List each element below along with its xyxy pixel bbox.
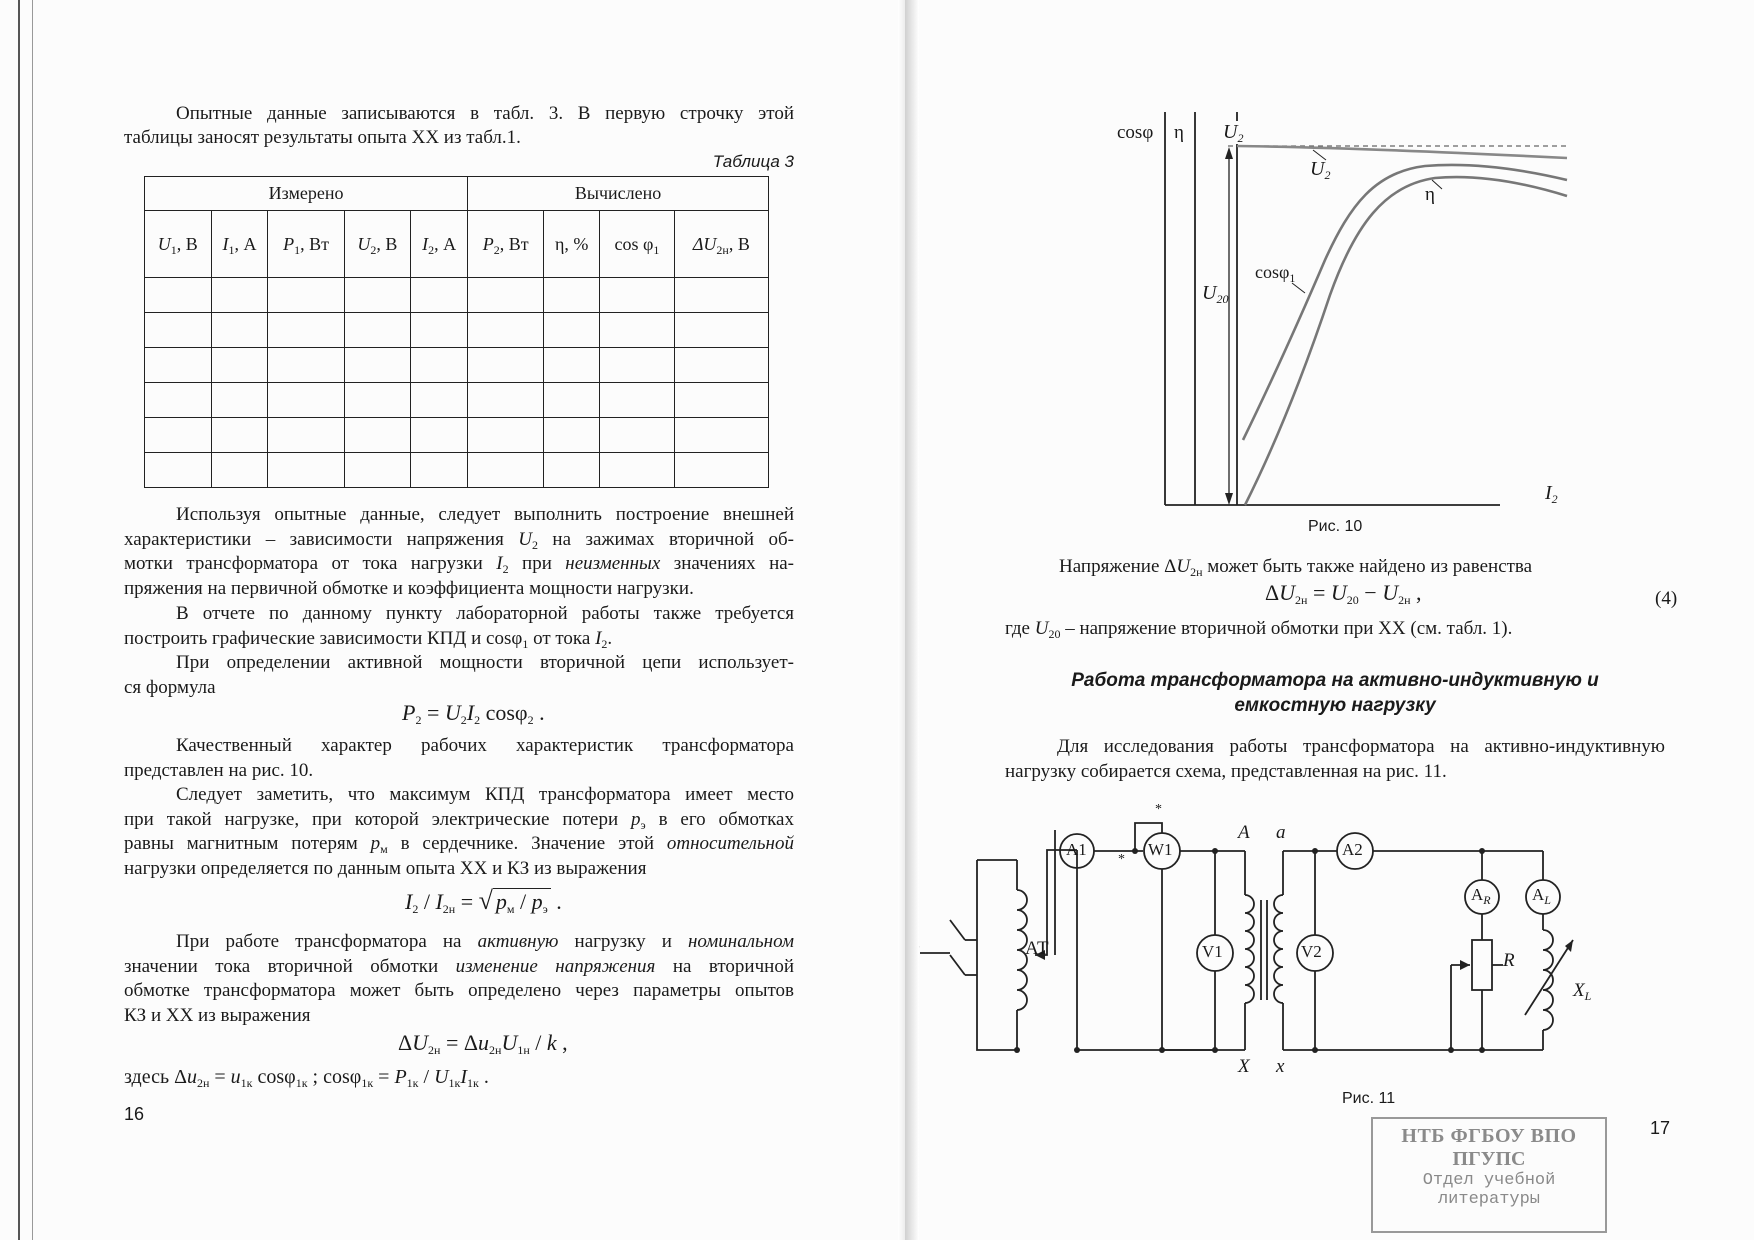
p7-line-2: значении тока вторичной обмотки изменение напряжения на вторичной [124,955,794,977]
label-ar: $A_R$ [1471,885,1491,907]
label-eta-curve: η [1425,184,1435,205]
table-cell [468,313,544,348]
p5-line-1: Качественный характер рабочих характеристик трансформатора [176,735,794,756]
table-cell [468,348,544,383]
label-v1: V1 [1202,942,1223,961]
column-header: $P_2$, Вт [468,210,544,278]
table-cell [211,418,268,453]
table-cell [600,348,675,383]
intro-line-2: таблицы заносят результаты опыта ХХ из табл.1. [124,127,521,148]
column-header: $\cos \varphi_1$ [600,210,675,278]
eta-curve [1245,177,1567,505]
label-v2: V2 [1301,942,1322,961]
paragraph-voltage: Напряжение $\Delta U_{2н}$ может быть также найдено из равенства [1059,556,1533,579]
table-cell [674,313,768,348]
table-cell [211,453,268,488]
switch-blade-2 [950,955,965,975]
table-cell [145,348,212,383]
paragraph-quality [124,734,794,783]
junction-dot [1074,1047,1080,1053]
p2-line-3: мотки трансформатора от тока нагрузки $I_2$ при неизменных значениях на- [124,553,794,576]
p3-line-2: построить графические зависимости КПД и cosφ$_1$ от тока $I_2$. [124,627,613,651]
p5-line-2: представлен на рис. 10. [124,759,314,781]
p7-line-4: КЗ и ХХ из выражения [124,1004,311,1026]
stamp-line-4: литературы [1437,1190,1541,1209]
column-header: $U_1$, В [145,210,212,278]
table-cell [674,348,768,383]
p6-line-1: Следует заметить, что максимум КПД трансформатора имеет место [176,784,794,805]
junction-dot [1212,848,1218,854]
column-header: $I_1$, А [211,210,268,278]
paragraph-max-efficiency [124,783,794,881]
junction-dot [1159,1047,1165,1053]
label-terminal-a: a [1276,822,1286,843]
label-al: $A_L$ [1532,885,1551,907]
table-cell [411,313,468,348]
tr-primary-winding [1245,895,1254,1003]
table-cell [411,453,468,488]
p-scheme-line-1: Для исследования работы трансформатора на активно-индуктивную [1057,736,1665,757]
p2-line-2: характеристики – зависимости напряжения $U_2$ на зажимах вторичной об- [124,528,794,552]
table-body [145,278,769,488]
page-edge [18,0,33,1240]
table-row [145,383,769,418]
p6-line-2: при такой нагрузке, при которой электрические потери $p_э$ в его обмотках [124,808,794,832]
junction-dot [1312,848,1318,854]
junction-dot [1479,848,1485,854]
spine-shadow-right [905,0,919,1240]
table-cell [211,278,268,313]
junction-dot [1014,1047,1020,1053]
table-row [145,418,769,453]
table-row [145,313,769,348]
table-cell [600,418,675,453]
paragraph-scheme [1005,735,1665,784]
table-cell [600,278,675,313]
page-number-left: 16 [124,1104,145,1124]
table-cell [411,348,468,383]
paragraph-external-characteristic [124,503,794,601]
table-cell [600,453,675,488]
table-cell [544,348,600,383]
label-eta-axis: η [1174,122,1184,143]
table-caption: Таблица 3 [712,152,794,171]
table-cell [268,383,344,418]
figure-10-caption: Рис. 10 [1308,518,1363,535]
section-heading-line-2: емкостную нагрузку [1234,695,1436,716]
label-a1: A1 [1066,840,1087,859]
table-cell [600,383,675,418]
table-cell [145,383,212,418]
paragraph-active-load [124,930,794,1028]
label-cosphi-curve: cosφ$_1$ [1255,262,1296,285]
column-header: $U_2$, В [344,210,411,278]
stamp-line-2: ПГУПС [1452,1148,1526,1170]
stamp-line-1: НТБ ФГБОУ ВПО [1401,1125,1577,1147]
section-heading-line-1: Работа трансформатора на активно-индуктивную и [1071,670,1599,691]
table-3 [144,176,769,488]
table-cell [544,278,600,313]
table-cell [268,278,344,313]
table-cell [411,278,468,313]
label-u2-axis: $U_2$ [1223,121,1244,145]
junction-dot [1448,1047,1454,1053]
formula-p2: $P_2 = U_2I_2$ cosφ$_2$ . [402,700,545,727]
paragraph-where-u20: где $U_{20}$ – напряжение вторичной обмотки при ХХ (см. табл. 1). [1005,618,1513,641]
label-terminal-x: x [1276,1056,1285,1077]
paragraph-active-power [124,651,794,700]
p3-line-1: В отчете по данному пункту лабораторной работы также требуется [176,603,794,624]
table-row [145,278,769,313]
table-cell [411,383,468,418]
line-here: здесь $\Delta u_{2н} = u_{1к}$ cosφ$_{1к}$ ; $\cos\varphi_{1к} = P_{1к} / U_{1к}I_{1к}$ . [124,1066,489,1090]
formula-4: $\Delta U_{2н} = U_{20} - U_{2н}$ , [1265,580,1422,607]
table-cell [145,418,212,453]
p2-line-1: Используя опытные данные, следует выполнить построение внешней [176,504,794,525]
label-inductor: $X_L$ [1573,980,1592,1003]
p7-line-3: обмотке трансформатора может быть определено через параметры опытов [124,980,794,1001]
label-u20: $U_{20}$ [1202,282,1229,306]
stamp-line-3: Отдел учебной [1422,1171,1556,1190]
formula-delta-u: $\Delta U_{2н} = \Delta u_{2н}U_{1н} / k$ , [398,1030,568,1057]
switch-blade-1 [950,920,965,940]
u20-arrow-head-top [1225,147,1233,159]
junction-dot [1132,848,1138,854]
resistor-arrow-head [1460,960,1470,970]
u2-curve [1237,146,1567,158]
table-cell [468,278,544,313]
table-cell [344,278,411,313]
p2-line-4: пряжения на первичной обмотке и коэффициента мощности нагрузки. [124,577,694,599]
u20-arrow-head-bottom [1225,493,1233,505]
label-terminal-A: A [1238,822,1250,843]
table-row [145,348,769,383]
table-cell [674,453,768,488]
table-cell [674,418,768,453]
table-cell [468,418,544,453]
table-cell [544,453,600,488]
figure-11-caption: Рис. 11 [1342,1090,1396,1107]
label-star-left: * [1118,852,1125,867]
label-autotransformer: АТ [1025,938,1049,959]
label-star-top: * [1155,802,1162,817]
paragraph-report [124,602,794,651]
library-stamp [1371,1117,1607,1233]
junction-dot [1312,1047,1318,1053]
table-cell [411,418,468,453]
table-cell [674,383,768,418]
table-cell [145,313,212,348]
column-header: $\Delta U_{2н}$, В [674,210,768,278]
table-row [145,453,769,488]
label-a2: A2 [1342,840,1363,859]
table-cell [268,313,344,348]
label-terminal-X: X [1238,1056,1250,1077]
table-cell [544,418,600,453]
table-cell [211,313,268,348]
table-cell [344,418,411,453]
label-w1: W1 [1148,840,1173,859]
table-cell [211,383,268,418]
table-header-row [145,210,769,278]
table-group-row [145,177,769,211]
table-cell [344,348,411,383]
p4-line-2: ся формула [124,676,216,698]
p-scheme-line-2: нагрузку собирается схема, представленная на рис. 11. [1005,760,1447,782]
table-cell [268,418,344,453]
group-computed: Вычислено [468,177,769,211]
junction-dot [1212,1047,1218,1053]
table-cell [344,313,411,348]
label-resistor: R [1503,950,1515,971]
equation-number-4: (4) [1655,588,1678,609]
label-cosphi-axis: cosφ [1117,122,1154,143]
p6-line-4: нагрузки определяется по данным опыта ХХ и КЗ из выражения [124,857,647,879]
page-17 [905,0,1754,1240]
table-cell [344,383,411,418]
column-header: $P_1$, Вт [268,210,344,278]
column-header: η, % [544,210,600,278]
table-cell [468,383,544,418]
table-cell [468,453,544,488]
table-cell [268,348,344,383]
table-cell [211,348,268,383]
figure-11 [905,800,1754,1120]
table-cell [268,453,344,488]
label-i2-axis: $I_2$ [1545,482,1558,506]
table-cell [145,453,212,488]
resistor-body [1472,940,1492,990]
p6-line-3: равны магнитным потерям $p_м$ в сердечнике. Значение этой относительной [124,833,794,856]
tr-secondary-winding [1274,895,1283,1003]
p4-line-1: При определении активной мощности вторичной цепи использует- [176,652,794,673]
p7-line-1: При работе трансформатора на активную нагрузку и номинальном [176,931,794,952]
label-u2-curve: $U_2$ [1310,158,1331,182]
table-cell [600,313,675,348]
table-cell [145,278,212,313]
table-cell [544,313,600,348]
wire-at-loop [977,860,1017,1050]
formula-relative-load: $I_2 / I_{2н}$ = √ $p_м / p_э$ . [405,886,562,916]
table-cell [674,278,768,313]
page-number-right: 17 [1650,1118,1671,1138]
figure-10 [905,0,1754,560]
intro-line-1: Опытные данные записываются в табл. 3. В первую строчку этой [176,103,794,124]
group-measured: Измерено [145,177,468,211]
junction-dot [1479,1047,1485,1053]
table-cell [344,453,411,488]
paragraph-intro [176,102,794,127]
table-cell [544,383,600,418]
column-header: $I_2$, А [411,210,468,278]
